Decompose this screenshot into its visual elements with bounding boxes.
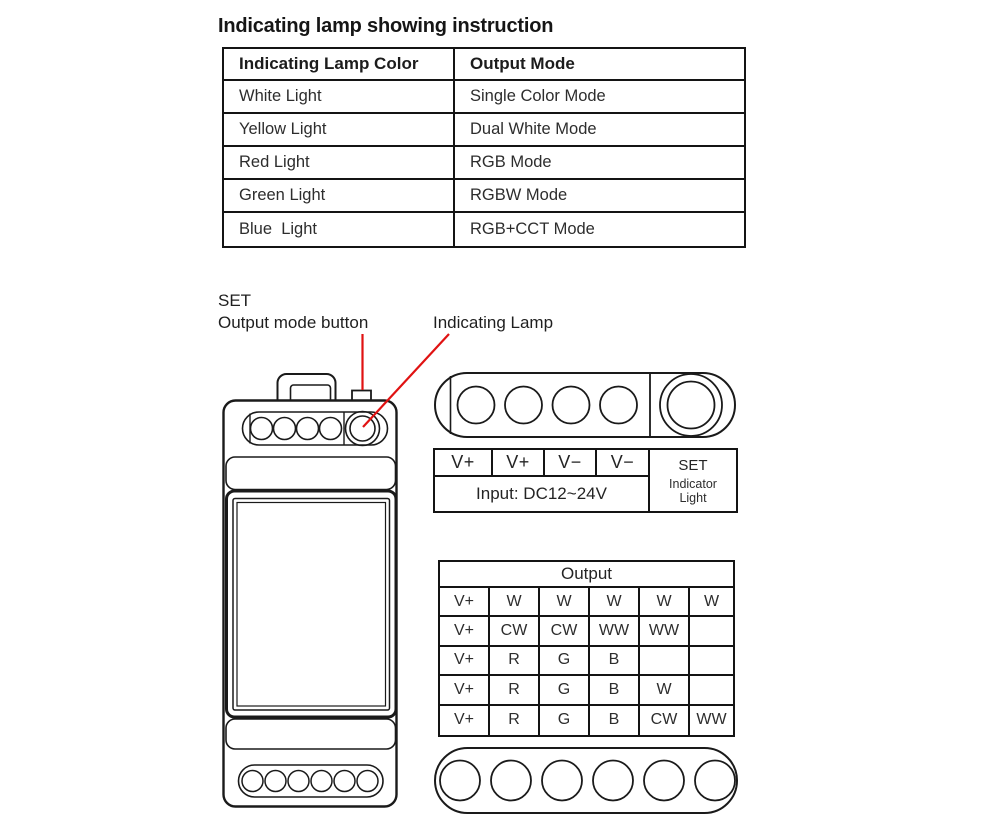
device-body [224, 401, 397, 807]
table-cell: Dual White Mode [455, 114, 744, 147]
lamp-table-header-mode: Output Mode [455, 49, 744, 81]
table-cell: W [540, 588, 590, 617]
table-cell: Single Color Mode [455, 81, 744, 114]
set-button-large-inner [668, 382, 715, 429]
table-cell: R [490, 647, 540, 676]
input-terminal-table [433, 448, 738, 513]
indicating-lamp-callout: Indicating Lamp [433, 313, 554, 332]
table-cell: B [590, 706, 640, 735]
table-cell: Red Light [224, 147, 455, 180]
table-cell: CW [640, 706, 690, 735]
page-title: Indicating lamp showing instruction [218, 15, 554, 37]
table-cell: Blue Light [224, 213, 455, 246]
table-cell: V+ [440, 647, 490, 676]
table-cell [690, 647, 733, 676]
indicator-label-line1: Indicator [669, 477, 717, 491]
output-table-title: Output [440, 562, 733, 588]
table-cell [690, 617, 733, 646]
terminal-label: V+ [493, 450, 545, 477]
terminal-label: V− [545, 450, 597, 477]
output-terminal-hole [695, 761, 735, 801]
table-cell: WW [640, 617, 690, 646]
table-cell: RGBW Mode [455, 180, 744, 213]
table-cell: W [640, 588, 690, 617]
input-terminal-hole [505, 387, 542, 424]
output-terminal-hole [593, 761, 633, 801]
output-terminal-table [438, 560, 735, 737]
input-terminal-hole [458, 387, 495, 424]
table-cell: White Light [224, 81, 455, 114]
lamp-color-table [222, 47, 746, 248]
table-cell: Green Light [224, 180, 455, 213]
table-cell: Yellow Light [224, 114, 455, 147]
table-cell: WW [696, 711, 727, 729]
input-terminal-hole [553, 387, 590, 424]
set-button-large-outer [660, 374, 722, 436]
set-indicator-cell [650, 450, 736, 511]
table-cell: CW [540, 617, 590, 646]
table-cell: RGB Mode [455, 147, 744, 180]
table-cell: W [490, 588, 540, 617]
set-callout-line1: SET [218, 291, 252, 310]
set-label: SET [678, 457, 708, 474]
table-cell: G [540, 647, 590, 676]
output-terminal-hole [542, 761, 582, 801]
indicator-label-line2: Light [679, 491, 707, 505]
table-cell: WW [590, 617, 640, 646]
table-cell: V+ [440, 676, 490, 705]
table-cell: B [590, 647, 640, 676]
table-cell: V+ [440, 588, 490, 617]
terminal-label: V+ [435, 450, 493, 477]
table-cell: W [690, 588, 733, 617]
output-terminal-hole [491, 761, 531, 801]
table-cell: G [540, 706, 590, 735]
input-terminal-strip [435, 373, 735, 437]
table-cell: W [640, 676, 690, 705]
terminal-label: V− [597, 450, 650, 477]
table-cell: V+ [440, 617, 490, 646]
lamp-table-header-color: Indicating Lamp Color [224, 49, 455, 81]
table-cell: W [590, 588, 640, 617]
input-voltage-label: Input: DC12~24V [435, 477, 650, 511]
table-cell: RGB+CCT Mode [470, 220, 595, 238]
table-cell: B [590, 676, 640, 705]
table-cell: V+ [440, 706, 490, 735]
output-terminal-hole [440, 761, 480, 801]
table-cell [690, 676, 733, 705]
table-cell [640, 647, 690, 676]
table-cell: G [540, 676, 590, 705]
table-cell: R [490, 706, 540, 735]
output-terminal-hole [644, 761, 684, 801]
output-terminal-diagram [435, 748, 737, 813]
set-callout-line2: Output mode button [218, 313, 369, 332]
table-cell: R [490, 676, 540, 705]
table-cell: CW [490, 617, 540, 646]
input-terminal-hole [600, 387, 637, 424]
controller-device [224, 374, 397, 807]
input-terminal-diagram [435, 373, 735, 437]
